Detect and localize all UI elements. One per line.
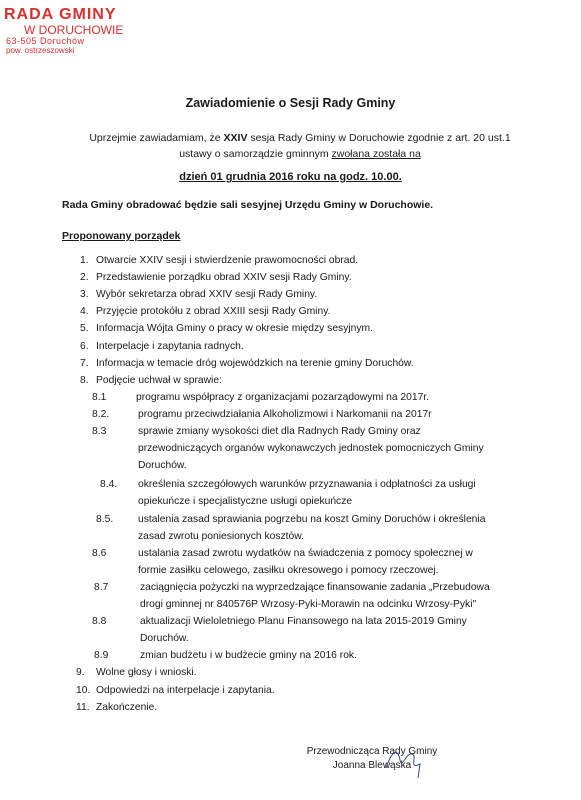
intro-text-2: sesja Rady Gminy w Doruchowie zgodnie z art. 20 ust.1 — [247, 132, 511, 144]
intro-paragraph — [60, 130, 540, 162]
stamp-line-3: 63-505 Doruchów — [6, 35, 85, 46]
agenda-heading: Proponowany porządek — [62, 230, 181, 242]
item-text: Zakończenie. — [96, 701, 158, 713]
item-number: 8.8 — [92, 616, 107, 628]
item-text: zaciągnięcia pożyczki na wyprzedzające finansowanie zadania „Przebudowa — [140, 581, 490, 593]
item-text: Doruchów. — [140, 633, 189, 645]
item-text: programu przeciwdziałania Alkoholizmowi i Narkomanii na 2017r — [138, 408, 432, 420]
stamp-line-4: pow. ostrzeszowski — [6, 45, 75, 55]
intro-text-3: ustawy o samorządzie gminnym — [179, 148, 332, 160]
item-text: Odpowiedzi na interpelacje i zapytania. — [96, 684, 275, 696]
item-text: określenia szczegółowych warunków przyznawania i odpłatności za usługi — [138, 479, 476, 491]
item-number: 11. — [76, 701, 90, 713]
item-number: 8.4. — [100, 479, 118, 491]
item-number: 3. — [80, 289, 89, 301]
item-number: 8.5. — [96, 513, 114, 525]
item-text: sprawie zmiany wysokości diet dla Radnych Rady Gminy oraz — [138, 426, 421, 437]
item-text: programu współpracy z organizacjami pozarządowymi na 2017r. — [136, 391, 430, 403]
signature-name: Joanna Blewąska — [332, 760, 412, 771]
item-text: Doruchów. — [138, 460, 187, 472]
stamp-line-1: RADA GMINY — [4, 6, 117, 23]
item-number: 8.1 — [92, 391, 107, 403]
item-text: drogi gminnej nr 840576P Wrzosy-Pyki-Morawin na odcinku Wrzosy-Pyki" — [140, 598, 477, 610]
item-number: 8.7 — [94, 581, 109, 593]
session-number: XXIV — [223, 132, 248, 144]
item-text: zasad zwrotu poniesionych kosztów. — [138, 530, 304, 542]
item-number: 6. — [80, 340, 89, 352]
item-text: zmian budżetu i w budżecie gminy na 2016 rok. — [140, 650, 357, 662]
item-number: 4. — [80, 306, 89, 318]
item-number: 10. — [76, 684, 91, 696]
item-number: 8. — [80, 374, 89, 386]
item-number: 1. — [80, 255, 89, 266]
handwritten-signature — [378, 740, 428, 780]
item-text: Przedstawienie porządku obrad XXIV sesji Rady Gminy. — [96, 272, 352, 284]
convened-text: zwołana została na — [331, 148, 421, 160]
item-number: 8.6 — [92, 547, 107, 559]
item-text: ustalania zasad zwrotu wydatków na świadczenia z pomocy społecznej w — [138, 547, 473, 559]
item-text: Przyjęcie protokółu z obrad XXIII sesji Rady Gminy. — [96, 306, 331, 318]
item-text: Otwarcie XXIV sesji i stwierdzenie prawomocności obrad. — [96, 255, 359, 266]
official-stamp — [4, 6, 144, 55]
item-number: 2. — [80, 272, 89, 284]
item-text: przewodniczących organów wykonawczych jednostek pomocniczych Gminy — [138, 443, 484, 455]
item-text: opiekuńcze i specjalistyczne usługi opiekuńcze — [138, 496, 353, 508]
item-number: 8.9 — [94, 650, 109, 662]
item-text: Podjęcie uchwał w sprawie: — [96, 374, 222, 386]
item-text: Informacja w temacie dróg wojewódzkich na terenie gminy Doruchów. — [96, 357, 414, 369]
item-text: Wybór sekretarza obrad XXIV sesji Rady Gminy. — [96, 289, 318, 301]
item-text: formie zasiłku celowego, zasiłku okresowego i pomocy rzeczowej. — [138, 564, 439, 576]
item-number: 9. — [76, 667, 85, 679]
item-number: 8.2. — [92, 408, 110, 420]
item-text: Interpelacje i zapytania radnych. — [96, 340, 244, 352]
document-title: Zawiadomienie o Sesji Rady Gminy — [185, 96, 396, 110]
item-number: 8.3 — [92, 426, 107, 437]
stamp-line-2: W DORUCHOWIE — [24, 22, 124, 37]
session-place: Rada Gminy obradować będzie sali sesyjnej Urzędu Gminy w Doruchowie. — [62, 199, 434, 211]
item-number: 7. — [80, 357, 89, 369]
signature-role: Przewodnicząca Rady Gminy — [306, 746, 438, 757]
intro-text-1: Uprzejmie zawiadamiam, że — [89, 132, 224, 144]
session-date: dzień 01 grudnia 2016 roku na godz. 10.00. — [179, 171, 402, 183]
item-text: Wolne głosy i wnioski. — [96, 667, 197, 679]
item-text: aktualizacji Wieloletniego Planu Finansowego na lata 2015-2019 Gminy — [140, 616, 467, 628]
item-text: Informacja Wójta Gminy o pracy w okresie między sesyjnym. — [96, 323, 373, 335]
item-number: 5. — [80, 323, 89, 335]
item-text: ustalenia zasad sprawiania pogrzebu na koszt Gminy Doruchów i określenia — [138, 513, 486, 525]
